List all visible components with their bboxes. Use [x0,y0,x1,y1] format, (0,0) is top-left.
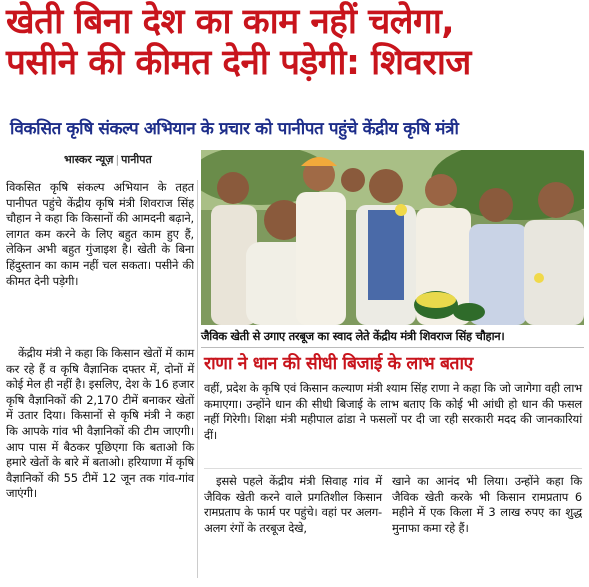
left-column [6,180,194,502]
news-photo [201,150,584,325]
headline [6,2,583,84]
column-divider [197,180,198,578]
subheadline: विकसित कृषि संकल्प अभियान के प्रचार को पानीपत पहुंचे केंद्रीय कृषि मंत्री [10,119,459,139]
headline-line-2: पसीने की कीमत देनी पड़ेगी: शिवराज [6,43,471,83]
byline-separator: | [115,153,120,166]
second-story-paragraph-text: वहीं, प्रदेश के कृषि एवं किसान कल्याण मंत्री श्याम सिंह राणा ने कहा कि जो जागेगा वही लाभ कमाएगा। उन्होंने धान की सीधी बिजाई के लाभ बताए कि कोई भी आंधी हो धान की फसल नहीं गिरेगी। शिक्षा मंत्री महीपाल ढांडा ने फसलों पर दी जा रही सरकारी मदद की जानकारियां दीं। [204,381,582,442]
second-story-column-b-text: खाने का आनंद भी लिया। उन्होंने कहा कि जैविक खेती करके भी किसान रामप्रताप 6 महीने में एक किला में 3 लाख रुपए का शुद्ध मुनाफा कमा रहे हैं। [392,474,582,535]
byline-city: पानीपत [121,153,152,166]
byline-source: भास्कर न्यूज़ [64,153,114,166]
photo-caption: जैविक खेती से उगाए तरबूज का स्वाद लेते केंद्रीय मंत्री शिवराज सिंह चौहान। [201,325,584,348]
second-story-title: राणा ने धान की सीधी बिजाई के लाभ बताए [204,354,473,374]
left-column-intro: विकसित कृषि संकल्प अभियान के तहत पानीपत पहुंचे केंद्रीय कृषि मंत्री शिवराज सिंह चौहान ने कहा कि किसानों की आमदनी बढ़ाने, लागत कम करने के लिए बहुत काम हुए हैं, लेकिन अभी बहुत गुंजाइश है। खेती के बिना हिंदुस्तान का काम नहीं चल सकता। पसीने की कीमत देनी पड़ेगी। [6,180,194,288]
second-story-column-a-text: इससे पहले केंद्रीय मंत्री सिवाह गांव में जैविक खेती करने वाले प्रगतिशील किसान रामप्रताप के फार्म पर पहुंचे। वहां पर अलग-अलग रंगों के तरबूज देखे, [204,474,382,535]
headline-line-1: खेती बिना देश का काम नहीं चलेगा, [6,2,455,42]
news-photo-illustration [201,150,584,325]
second-story-paragraph [204,381,582,443]
story-divider [204,468,582,469]
left-column-body: केंद्रीय मंत्री ने कहा कि किसान खेतों में काम कर रहे हैं व कृषि वैज्ञानिक दफ्तर में, दोनों में कोई मेल ही नहीं है। इसलिए, देश के 16 हजार कृषि वैज्ञानिकों की 2,170 टीमें बनाकर खेतों में उतार दिया। किसानों से कृषि मंत्री ने कहा कि आपके गांव भी वैज्ञानिकों की टीम जाएगी। आप पास में बैठकर पूछिएगा कि बताओ कि हमारे खेतों के बारे में बताओ। हरियाणा में कृषि वैज्ञानिकों की 55 टीमें 12 जून तक गांव-गांव जाएंगी। [6,346,194,501]
byline [64,152,152,167]
second-story-column-a [204,474,382,536]
second-story-column-b [392,474,582,536]
